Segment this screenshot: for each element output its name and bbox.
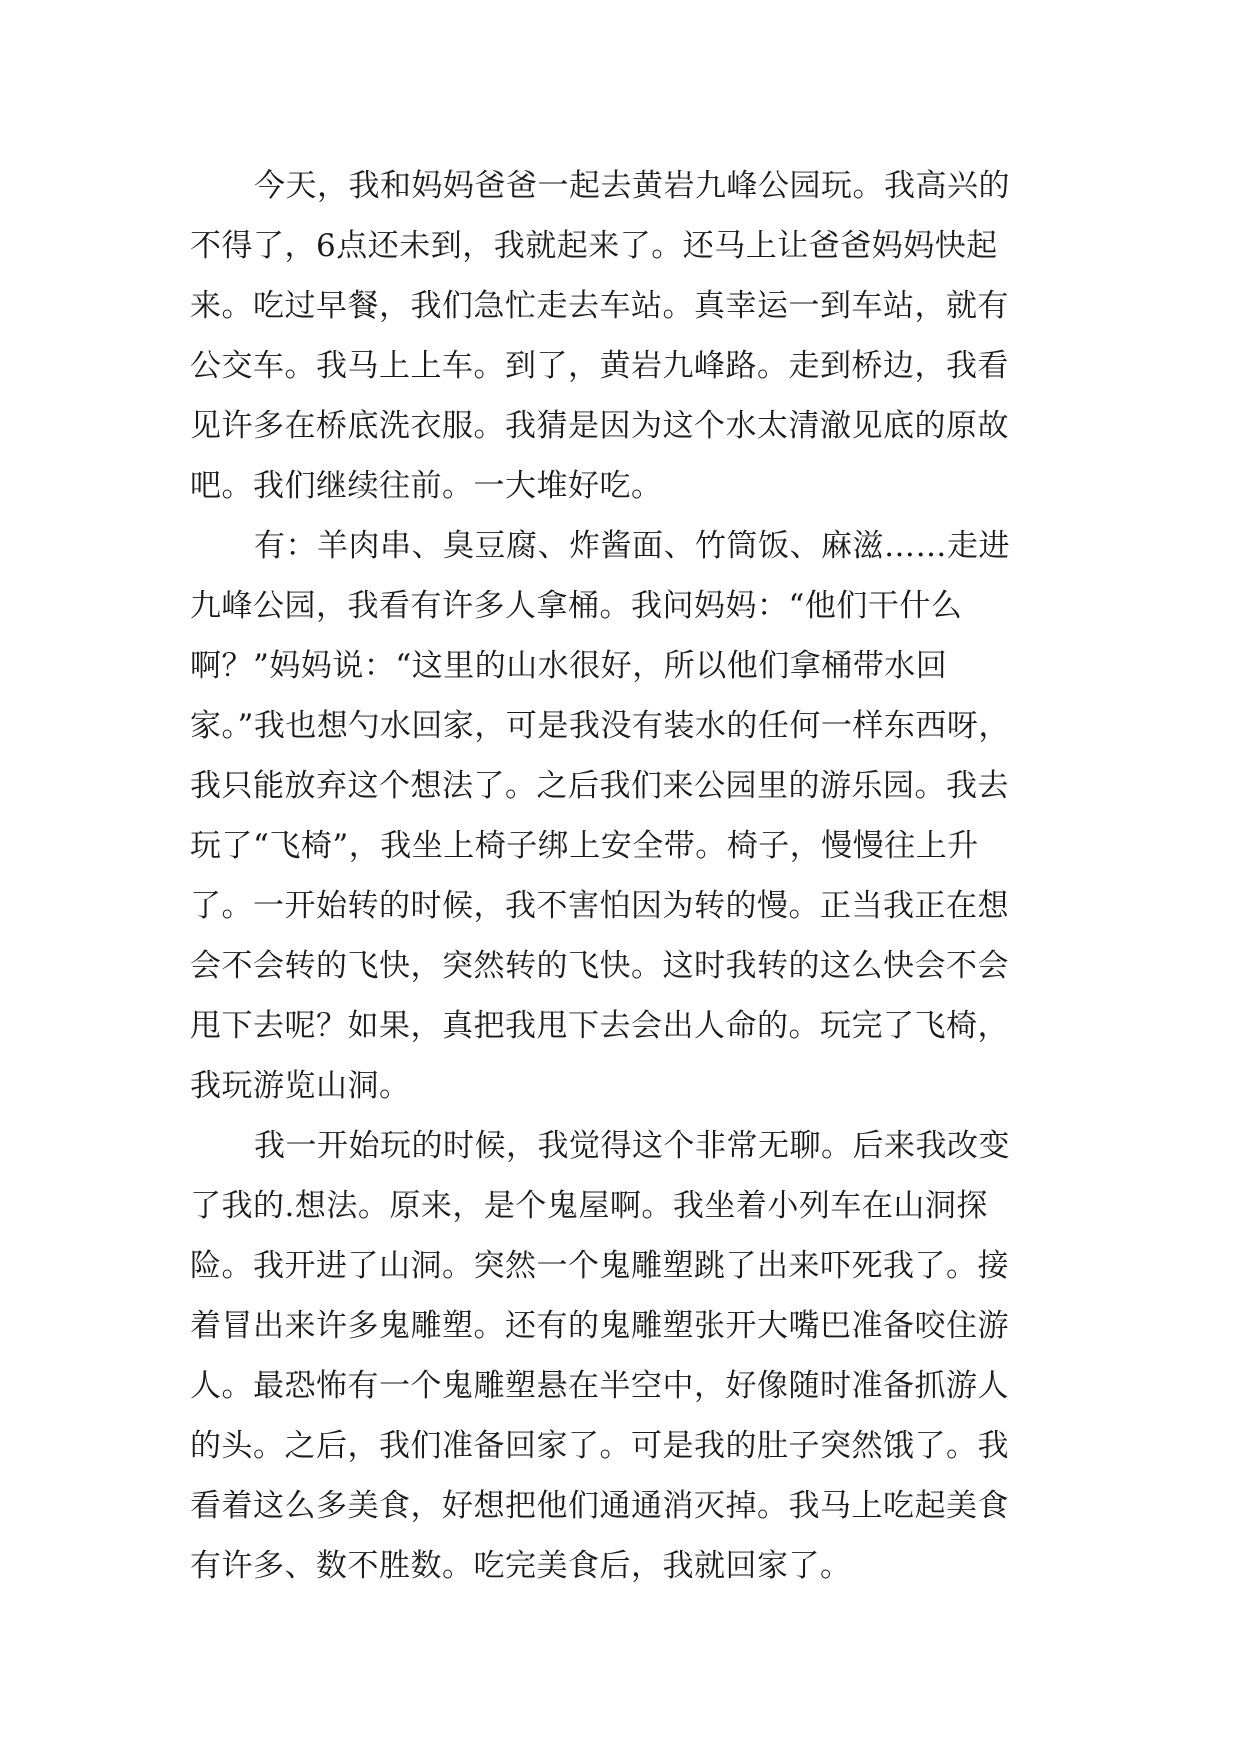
text-line: 甩下去呢？如果，真把我甩下去会出人命的。玩完了飞椅，	[190, 1008, 1009, 1044]
text-line: 不得了，6点还未到，我就起来了。还马上让爸爸妈妈快起	[190, 228, 998, 264]
text-line: 我只能放弃这个想法了。之后我们来公园里的游乐园。我去	[190, 768, 1009, 804]
essay-body	[190, 156, 1070, 1596]
text-line: 见许多在桥底洗衣服。我猜是因为这个水太清澈见底的原故	[190, 408, 1009, 444]
text-line: 玩了“飞椅”，我坐上椅子绑上安全带。椅子，慢慢往上升	[190, 828, 979, 864]
text-line: 的头。之后，我们准备回家了。可是我的肚子突然饿了。我	[190, 1428, 1009, 1464]
text-line: 着冒出来许多鬼雕塑。还有的鬼雕塑张开大嘴巴准备咬住游	[190, 1308, 1009, 1344]
text-line: 我一开始玩的时候，我觉得这个非常无聊。后来我改变	[254, 1128, 1010, 1164]
text-line: 有：羊肉串、臭豆腐、炸酱面、竹筒饭、麻滋……走进	[254, 528, 1010, 564]
text-line: 会不会转的飞快，突然转的飞快。这时我转的这么快会不会	[190, 948, 1009, 984]
text-line: 有许多、数不胜数。吃完美食后，我就回家了。	[190, 1548, 852, 1584]
text-line: 我玩游览山洞。	[190, 1068, 411, 1104]
text-line: 今天，我和妈妈爸爸一起去黄岩九峰公园玩。我高兴的	[254, 168, 1010, 204]
text-line: 险。我开进了山洞。突然一个鬼雕塑跳了出来吓死我了。接	[190, 1248, 1009, 1284]
text-line: 啊？”妈妈说：“这里的山水很好，所以他们拿桶带水回	[190, 648, 948, 684]
text-line: 了我的.想法。原来，是个鬼屋啊。我坐着小列车在山洞探	[190, 1188, 988, 1224]
text-line: 看着这么多美食，好想把他们通通消灭掉。我马上吃起美食	[190, 1488, 1009, 1524]
text-line: 人。最恐怖有一个鬼雕塑悬在半空中，好像随时准备抓游人	[190, 1368, 1009, 1404]
text-line: 了。一开始转的时候，我不害怕因为转的慢。正当我正在想	[190, 888, 1009, 924]
text-line: 吧。我们继续往前。一大堆好吃。	[190, 468, 663, 504]
text-line: 九峰公园，我看有许多人拿桶。我问妈妈：“他们干什么	[190, 588, 963, 624]
text-line: 公交车。我马上上车。到了，黄岩九峰路。走到桥边，我看	[190, 348, 1009, 384]
text-line: 家。”我也想勺水回家，可是我没有装水的任何一样东西呀，	[190, 708, 1010, 744]
text-line: 来。吃过早餐，我们急忙走去车站。真幸运一到车站，就有	[190, 288, 1009, 324]
